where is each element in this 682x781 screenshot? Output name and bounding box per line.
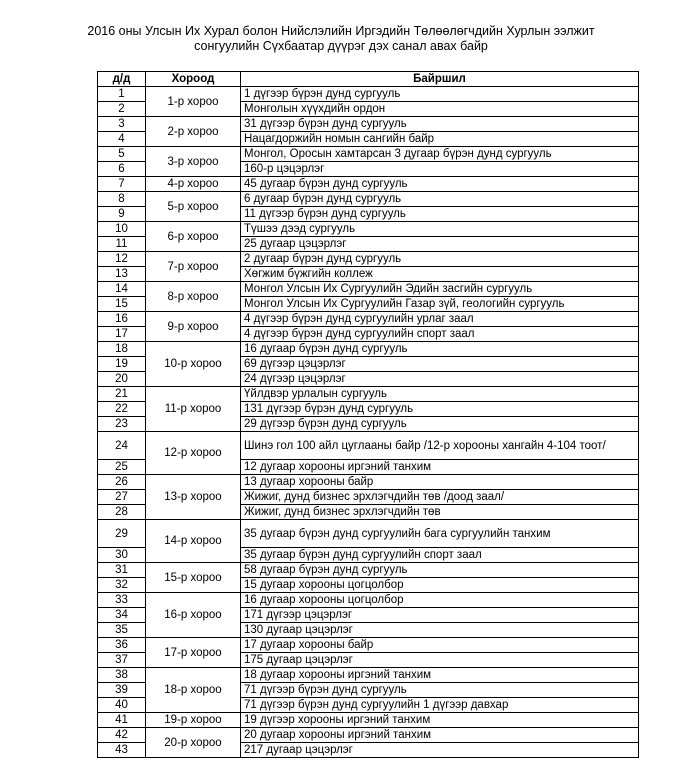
table-row <box>98 668 639 683</box>
row-number: 25 <box>98 460 146 475</box>
khoroo-cell: 11-р хороо <box>146 387 241 432</box>
location-cell: 29 дүгээр бүрэн дунд сургууль <box>241 417 639 432</box>
location-cell: Жижиг, дунд бизнес эрхлэгчдийн төв <box>241 505 639 520</box>
location-cell: Шинэ гол 100 айл цуглааны байр /12-р хорооны хангайн 4-104 тоот/ <box>241 432 639 460</box>
table-row <box>98 713 639 728</box>
document-title-line-1: 2016 оны Улсын Их Хурал болон Нийслэлийн Иргэдийн Төлөөлөгчдийн Хурлын ээлжит <box>87 24 595 38</box>
header-number: д/д <box>98 72 146 87</box>
row-number: 15 <box>98 297 146 312</box>
khoroo-cell: 14-р хороо <box>146 520 241 563</box>
row-number: 6 <box>98 162 146 177</box>
row-number: 30 <box>98 548 146 563</box>
location-cell: Монгол Улсын Их Сургуулийн Эдийн засгийн сургууль <box>241 282 639 297</box>
row-number: 3 <box>98 117 146 132</box>
row-number: 29 <box>98 520 146 548</box>
row-number: 7 <box>98 177 146 192</box>
row-number: 32 <box>98 578 146 593</box>
khoroo-cell: 17-р хороо <box>146 638 241 668</box>
table-row <box>98 638 639 653</box>
location-cell: 31 дүгээр бүрэн дунд сургууль <box>241 117 639 132</box>
row-number: 39 <box>98 683 146 698</box>
location-cell: Монгол Улсын Их Сургуулийн Газар зүй, геологийн сургууль <box>241 297 639 312</box>
row-number: 34 <box>98 608 146 623</box>
row-number: 24 <box>98 432 146 460</box>
location-cell: Нацагдоржийн номын сангийн байр <box>241 132 639 147</box>
row-number: 38 <box>98 668 146 683</box>
table-row <box>98 342 639 357</box>
location-cell: 18 дугаар хорооны иргэний танхим <box>241 668 639 683</box>
row-number: 8 <box>98 192 146 207</box>
khoroo-cell: 5-р хороо <box>146 192 241 222</box>
row-number: 9 <box>98 207 146 222</box>
location-cell: 217 дугаар цэцэрлэг <box>241 743 639 758</box>
location-cell: 25 дугаар цэцэрлэг <box>241 237 639 252</box>
row-number: 26 <box>98 475 146 490</box>
table-row <box>98 563 639 578</box>
row-number: 16 <box>98 312 146 327</box>
row-number: 4 <box>98 132 146 147</box>
khoroo-cell: 15-р хороо <box>146 563 241 593</box>
location-cell: 12 дугаар хорооны иргэний танхим <box>241 460 639 475</box>
row-number: 33 <box>98 593 146 608</box>
location-cell: 45 дугаар бүрэн дунд сургууль <box>241 177 639 192</box>
row-number: 17 <box>98 327 146 342</box>
row-number: 41 <box>98 713 146 728</box>
khoroo-cell: 12-р хороо <box>146 432 241 475</box>
table-row <box>98 192 639 207</box>
location-cell: 58 дугаар бүрэн дунд сургууль <box>241 563 639 578</box>
table-row <box>98 117 639 132</box>
khoroo-cell: 4-р хороо <box>146 177 241 192</box>
location-cell: 11 дүгээр бүрэн дунд сургууль <box>241 207 639 222</box>
khoroo-cell: 3-р хороо <box>146 147 241 177</box>
row-number: 1 <box>98 87 146 102</box>
location-cell: Түшээ дээд сургууль <box>241 222 639 237</box>
row-number: 5 <box>98 147 146 162</box>
location-cell: 71 дүгээр бүрэн дунд сургууль <box>241 683 639 698</box>
table-row <box>98 387 639 402</box>
location-cell: Үйлдвэр урлалын сургууль <box>241 387 639 402</box>
location-cell: 13 дугаар хорооны байр <box>241 475 639 490</box>
location-cell: 35 дугаар бүрэн дунд сургуулийн бага сургуулийн танхим <box>241 520 639 548</box>
location-cell: 16 дугаар хорооны цогцолбор <box>241 593 639 608</box>
khoroo-cell: 19-р хороо <box>146 713 241 728</box>
row-number: 13 <box>98 267 146 282</box>
location-cell: Жижиг, дунд бизнес эрхлэгчдийн төв /доод заал/ <box>241 490 639 505</box>
table-row <box>98 475 639 490</box>
document-title-line-2: сонгуулийн Сүхбаатар дүүрэг дэх санал авах байр <box>194 39 488 53</box>
row-number: 19 <box>98 357 146 372</box>
row-number: 28 <box>98 505 146 520</box>
table-row <box>98 222 639 237</box>
location-cell: 17 дугаар хорооны байр <box>241 638 639 653</box>
row-number: 31 <box>98 563 146 578</box>
table-row <box>98 593 639 608</box>
khoroo-cell: 10-р хороо <box>146 342 241 387</box>
row-number: 35 <box>98 623 146 638</box>
khoroo-cell: 20-р хороо <box>146 728 241 758</box>
khoroo-cell: 8-р хороо <box>146 282 241 312</box>
table-row <box>98 147 639 162</box>
khoroo-cell: 13-р хороо <box>146 475 241 520</box>
row-number: 22 <box>98 402 146 417</box>
location-cell: 20 дугаар хорооны иргэний танхим <box>241 728 639 743</box>
row-number: 43 <box>98 743 146 758</box>
row-number: 10 <box>98 222 146 237</box>
row-number: 14 <box>98 282 146 297</box>
location-cell: 4 дүгээр бүрэн дунд сургуулийн урлаг заал <box>241 312 639 327</box>
row-number: 21 <box>98 387 146 402</box>
header-location: Байршил <box>241 72 639 87</box>
location-cell: 160-р цэцэрлэг <box>241 162 639 177</box>
location-cell: 69 дүгээр цэцэрлэг <box>241 357 639 372</box>
location-cell: 2 дугаар бүрэн дунд сургууль <box>241 252 639 267</box>
location-cell: Хөгжим бүжгийн коллеж <box>241 267 639 282</box>
table-row <box>98 282 639 297</box>
header-khoroo: Хороод <box>146 72 241 87</box>
table-row <box>98 177 639 192</box>
khoroo-cell: 18-р хороо <box>146 668 241 713</box>
row-number: 27 <box>98 490 146 505</box>
location-cell: 24 дүгээр цэцэрлэг <box>241 372 639 387</box>
khoroo-cell: 1-р хороо <box>146 87 241 117</box>
table-row <box>98 312 639 327</box>
location-cell: 1 дүгээр бүрэн дунд сургууль <box>241 87 639 102</box>
table-row <box>98 728 639 743</box>
row-number: 2 <box>98 102 146 117</box>
khoroo-cell: 9-р хороо <box>146 312 241 342</box>
row-number: 23 <box>98 417 146 432</box>
location-cell: 71 дүгээр бүрэн дунд сургуулийн 1 дүгээр давхар <box>241 698 639 713</box>
row-number: 36 <box>98 638 146 653</box>
location-cell: 19 дүгээр хорооны иргэний танхим <box>241 713 639 728</box>
khoroo-cell: 2-р хороо <box>146 117 241 147</box>
row-number: 37 <box>98 653 146 668</box>
khoroo-cell: 7-р хороо <box>146 252 241 282</box>
row-number: 12 <box>98 252 146 267</box>
table-row <box>98 87 639 102</box>
location-cell: 171 дүгээр цэцэрлэг <box>241 608 639 623</box>
location-cell: 15 дугаар хорооны цогцолбор <box>241 578 639 593</box>
polling-stations-table <box>97 71 639 758</box>
khoroo-cell: 6-р хороо <box>146 222 241 252</box>
location-cell: 6 дугаар бүрэн дунд сургууль <box>241 192 639 207</box>
table-row <box>98 252 639 267</box>
table-row <box>98 520 639 548</box>
location-cell: 175 дугаар цэцэрлэг <box>241 653 639 668</box>
location-cell: 35 дугаар бүрэн дунд сургуулийн спорт заал <box>241 548 639 563</box>
location-cell: Монголын хүүхдийн ордон <box>241 102 639 117</box>
location-cell: 16 дугаар бүрэн дунд сургууль <box>241 342 639 357</box>
table-header-row <box>98 72 639 87</box>
location-cell: 4 дүгээр бүрэн дунд сургуулийн спорт заал <box>241 327 639 342</box>
row-number: 20 <box>98 372 146 387</box>
location-cell: 130 дугаар цэцэрлэг <box>241 623 639 638</box>
row-number: 18 <box>98 342 146 357</box>
location-cell: Монгол, Оросын хамтарсан 3 дугаар бүрэн дунд сургууль <box>241 147 639 162</box>
location-cell: 131 дүгээр бүрэн дунд сургууль <box>241 402 639 417</box>
row-number: 42 <box>98 728 146 743</box>
khoroo-cell: 16-р хороо <box>146 593 241 638</box>
row-number: 40 <box>98 698 146 713</box>
table-row <box>98 432 639 460</box>
row-number: 11 <box>98 237 146 252</box>
